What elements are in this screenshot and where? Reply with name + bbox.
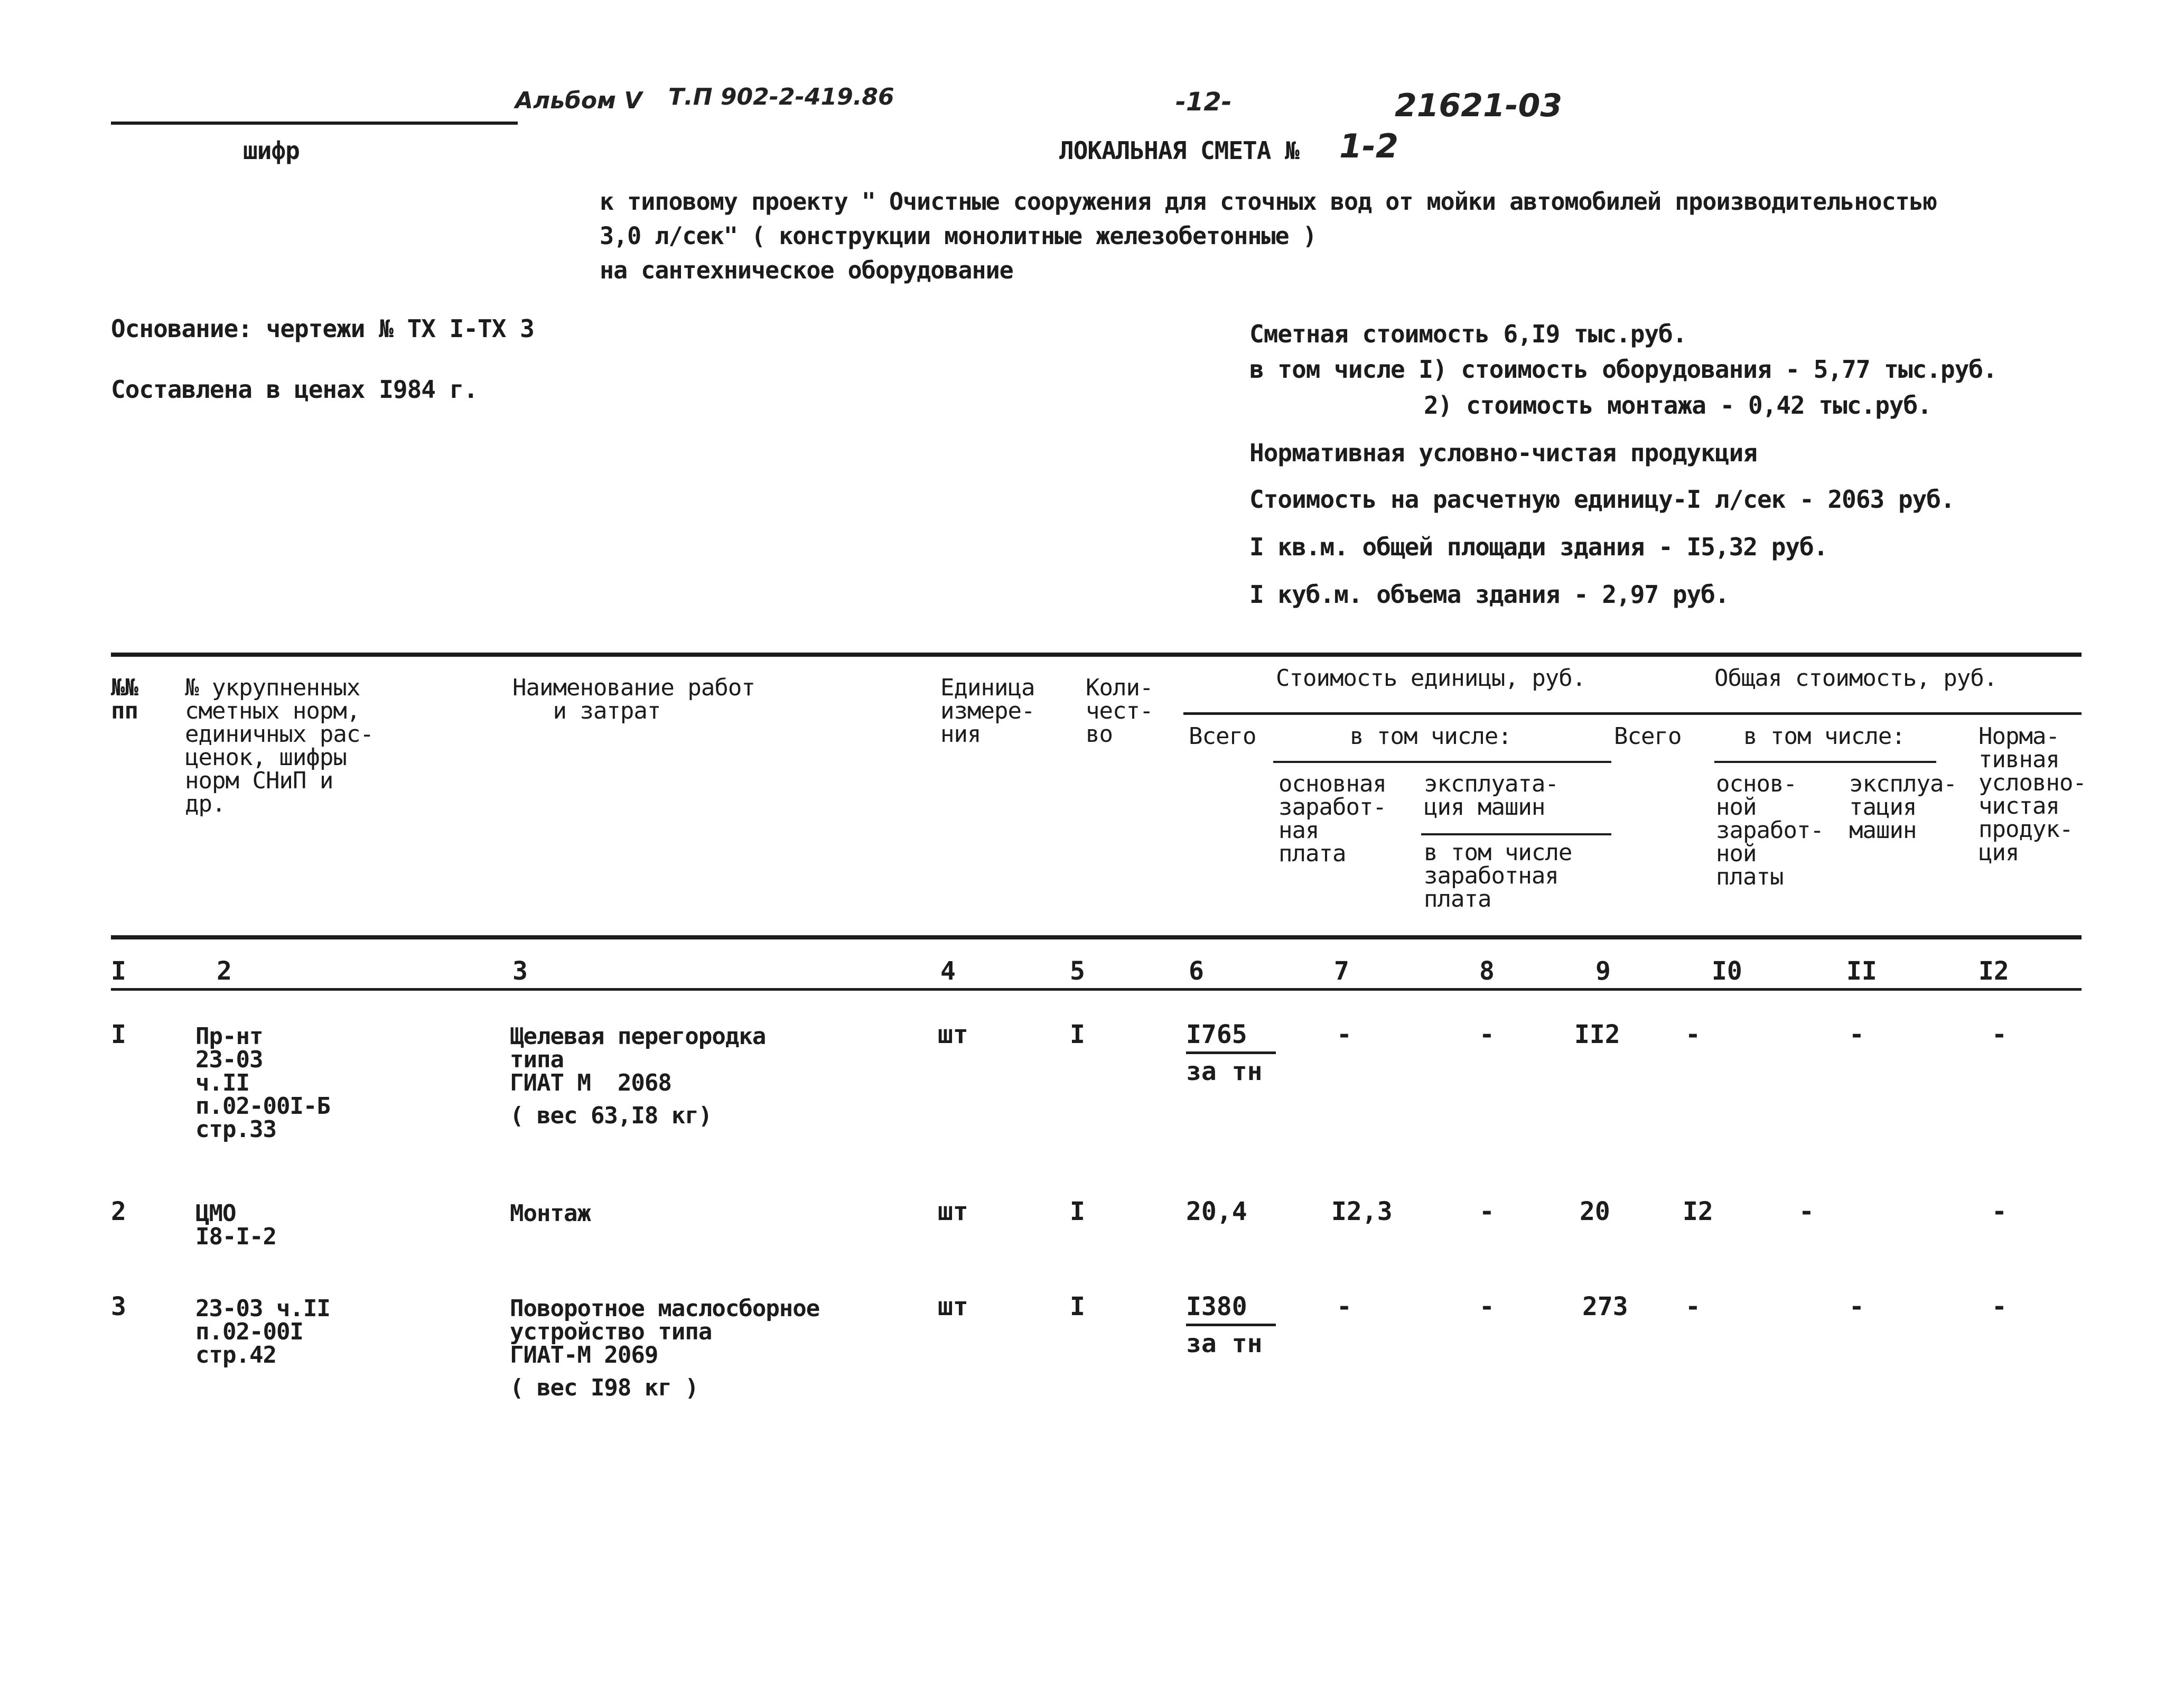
unit-wages-header: основная заработ- ная плата [1278,770,1386,867]
row-quantity: I [1070,1020,1085,1049]
total-wages-header: основ- ной заработ- ной платы [1716,770,1824,890]
row-number: 2 [111,1197,126,1226]
column-number-5: 5 [1070,956,1085,986]
column-number-12: I2 [1978,956,2009,986]
unit-cost-total-header: Всего [1189,723,1256,750]
column-number-7: 7 [1334,956,1349,986]
col-header-num: №№ пп [111,674,138,724]
total-cost-total-header: Всего [1614,723,1682,750]
row-name: Щелевая перегородка типа ГИАТ М 2068 [510,1023,766,1096]
row-unit: шт [938,1197,968,1226]
row-unit-wages: I2,3 [1331,1197,1393,1226]
row-normative: - [1992,1020,2007,1049]
normative-product-label: Нормативная условно-чистая продукция [1249,439,1757,467]
row-unit: шт [938,1020,968,1049]
normative-header: Норма- тивная условно- чистая продук- ция [1978,723,2086,866]
row-unit-wages: - [1337,1292,1352,1321]
table-top-rule [111,653,2082,657]
equipment-cost: в том числе I) стоимость оборудования - 5,77 тыс.руб. [1249,355,1997,384]
row-total: II2 [1574,1020,1620,1049]
row-unit-total: I765 [1186,1020,1276,1054]
row-norm: Пр-нт 23-03 ч.II п.02-00I-Б стр.33 [195,1023,330,1143]
col-header-name: Наименование работ и затрат [512,674,755,724]
basis-line: Основание: чертежи № ТХ I-ТХ 3 [111,314,534,343]
col-header-norm: № укрупненных сметных норм, единичных рас- ценок, шифры норм СНиП и др. [185,674,374,817]
subtitle-line-2: 3,0 л/сек" ( конструкции монолитные железобетонные ) [600,222,1317,250]
row-total-wages: - [1685,1292,1701,1321]
album-label: Альбом V [515,87,642,114]
prices-line: Составлена в ценах I984 г. [111,375,478,404]
column-numbers-rule [111,988,2082,991]
column-number-2: 2 [217,956,232,986]
row-unit-total: 20,4 [1186,1197,1247,1226]
row-unit-machines: - [1479,1020,1495,1049]
column-number-10: I0 [1712,956,1742,986]
machines-wages-rule [1421,833,1611,835]
unit-cost-incl-header: в том числе: [1350,723,1511,750]
install-cost: 2) стоимость монтажа - 0,42 тыс.руб. [1424,391,1931,420]
cipher-underline [111,122,518,125]
total-cost-group-rule [1617,712,2082,715]
row-quantity: I [1070,1197,1085,1226]
row-number: 3 [111,1292,126,1321]
row-normative: - [1992,1292,2007,1321]
total-cost-group-header: Общая стоимость, руб. [1714,665,1998,692]
row-name: Монтаж [510,1200,591,1227]
unit-cost-group-header: Стоимость единицы, руб. [1276,665,1586,692]
unit-incl-rule [1273,761,1611,763]
row-unit: шт [938,1292,968,1321]
row-name: Поворотное маслосборное устройство типа ГИАТ-М 2069 [510,1295,820,1369]
row-total-machines: - [1799,1197,1814,1226]
col-header-qty: Коли- чест- во [1086,674,1153,748]
unit-cost-group-rule [1183,712,1617,715]
row-total-machines: - [1849,1292,1864,1321]
column-number-9: 9 [1595,956,1611,986]
column-number-11: II [1846,956,1877,986]
estimate-number: 1-2 [1339,127,1399,165]
subtitle-line-3: на сантехническое оборудование [600,256,1013,284]
col-header-unit: Единица измере- ния [940,674,1035,748]
cipher-label: шифр [243,136,300,165]
header-bottom-rule [111,935,2082,939]
cost-per-cum: I куб.м. объема здания - 2,97 руб. [1249,580,1729,609]
estimate-title: ЛОКАЛЬНАЯ СМЕТА № [1059,136,1299,165]
column-number-1: I [111,956,126,986]
row-unit-total-note: за тн [1186,1329,1263,1358]
row-unit-total: I380 [1186,1292,1276,1326]
row-total: 273 [1582,1292,1628,1321]
unit-machines-header: эксплуата- ция машин [1424,770,1558,821]
total-machines-header: эксплуа- тация машин [1849,770,1957,844]
project-code: Т.П 902-2-419.86 [668,83,894,110]
row-unit-wages: - [1337,1020,1352,1049]
subtitle-line-1: к типовому проекту " Очистные сооружения для сточных вод от мойки автомобилей производительностью [600,188,1937,216]
row-quantity: I [1070,1292,1085,1321]
row-total-wages: I2 [1683,1197,1713,1226]
estimated-cost: Сметная стоимость 6,I9 тыс.руб. [1249,320,1687,348]
total-cost-incl-header: в том числе: [1743,723,1905,750]
doc-code: 21621-03 [1395,87,1563,124]
row-total: 20 [1580,1197,1610,1226]
column-number-8: 8 [1479,956,1495,986]
row-number: I [111,1020,126,1049]
row-unit-total-note: за тн [1186,1057,1263,1086]
row-weight: ( вес 63,I8 кг) [510,1102,712,1129]
row-unit-machines: - [1479,1292,1495,1321]
row-total-wages: - [1685,1020,1701,1049]
column-number-3: 3 [512,956,528,986]
page-number: -12- [1175,87,1232,117]
column-number-6: 6 [1189,956,1204,986]
row-norm: ЦМО I8-I-2 [195,1200,276,1250]
row-normative: - [1992,1197,2007,1226]
row-norm: 23-03 ч.II п.02-00I стр.42 [195,1295,330,1369]
total-incl-rule [1714,761,1936,763]
row-unit-machines: - [1479,1197,1495,1226]
cost-per-sqm: I кв.м. общей площади здания - I5,32 руб. [1249,533,1828,561]
cost-per-unit: Стоимость на расчетную единицу-I л/сек - 2063 руб. [1249,485,1955,514]
unit-machines-wages-header: в том числе заработная плата [1424,839,1572,913]
row-weight: ( вес I98 кг ) [510,1374,698,1401]
row-total-machines: - [1849,1020,1864,1049]
column-number-4: 4 [940,956,956,986]
